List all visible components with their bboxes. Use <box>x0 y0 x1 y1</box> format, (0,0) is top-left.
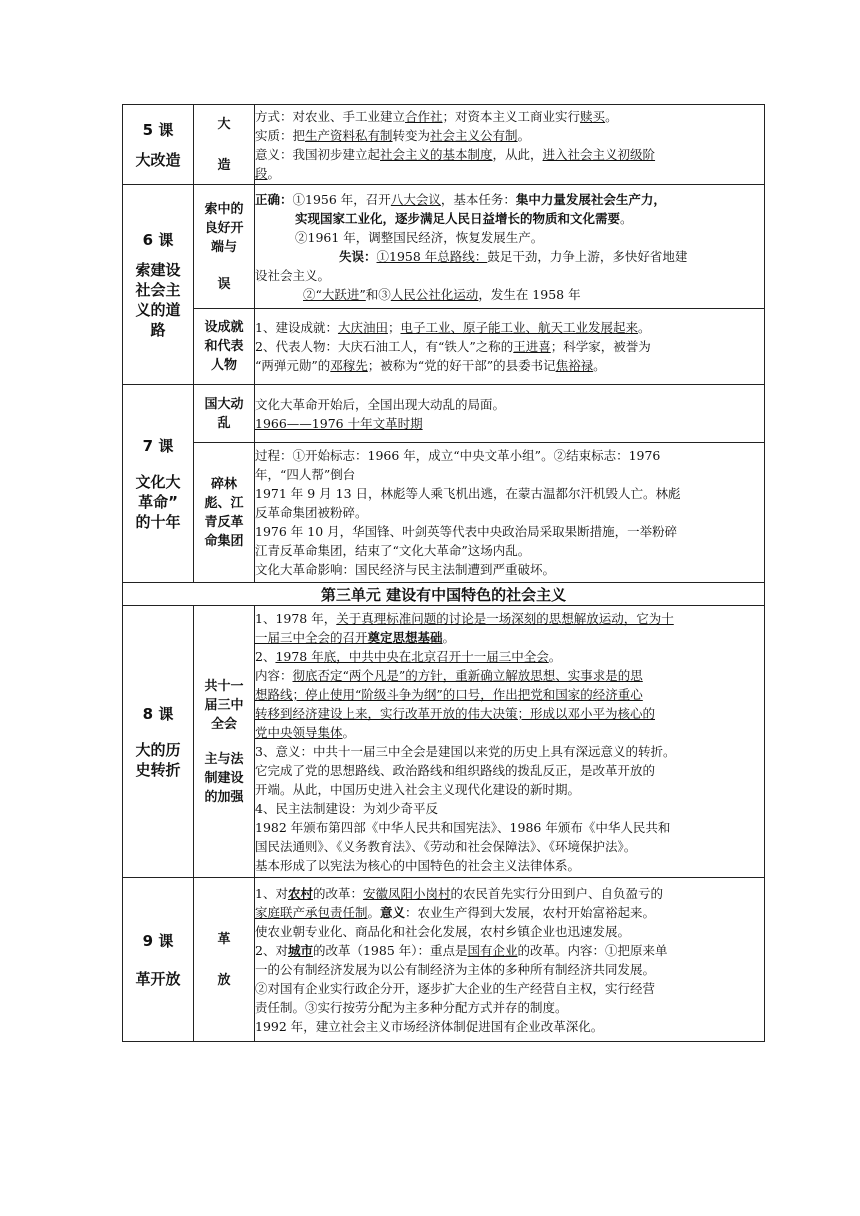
topic-text: 索中的 <box>204 201 244 217</box>
text-line: 1、1978 年，关于真理标准问题的讨论是一场深刻的思想解放运动，它为十 <box>255 610 674 626</box>
table-row <box>123 105 765 185</box>
text-line: 基本形成了以宪法为核心的中国特色的社会主义法律体系。 <box>255 857 581 873</box>
text-line: 2、代表人物：大庆石油工人，有“铁人”之称的王进喜；科学家，被誉为 <box>255 339 651 354</box>
lesson-number: 6 课 <box>142 230 174 249</box>
topic-text: 乱 <box>217 415 231 431</box>
text-line: 1992 年，建立社会主义市场经济体制促进国有企业改革深化。 <box>255 1018 604 1034</box>
text-line: 实现国家工业化，逐步满足人民日益增长的物质和文化需要。 <box>295 210 633 226</box>
text-line: 失误：①1958 年总路线：鼓足干劲，力争上游，多快好省地建 <box>339 248 688 264</box>
lesson-number: 5 课 <box>142 120 174 139</box>
text-line: 1971 年 9 月 13 日，林彪等人乘飞机出逃，在蒙古温都尔汗机毁人亡。林彪 <box>255 486 681 501</box>
lesson-title: 义的道 <box>135 300 181 319</box>
text-line: 4、民主法制建设：为刘少奇平反 <box>255 800 438 816</box>
text-line: 一届三中全会的召开奠定思想基础。 <box>255 629 456 645</box>
topic-cell <box>194 878 255 1042</box>
topic-text: 误 <box>217 276 231 292</box>
text-line: 一的公有制经济发展为以公有制经济为主体的多种所有制经济共同发展。 <box>255 961 656 977</box>
text-line: 段。 <box>255 165 281 181</box>
content-cell <box>255 878 765 1042</box>
text-line: 1、建设成就：大庆油田；电子工业、原子能工业、航天工业发展起来。 <box>255 320 651 335</box>
lesson-number: 9 课 <box>142 931 174 950</box>
text-line: 国民法通则》、《义务教育法》、《劳动和社会保障法》、《环境保护法》。 <box>255 838 637 854</box>
topic-text: 彪、江 <box>204 495 244 511</box>
lesson-number: 7 课 <box>142 436 174 455</box>
text-line: 3、意义：中共十一届三中全会是建国以来党的历史上具有深远意义的转折。 <box>255 743 676 759</box>
text-line: 使农业朝专业化、商品化和社会化发展，农村乡镇企业也迅速发展。 <box>255 923 631 939</box>
topic-text: 革 <box>217 931 231 947</box>
text-line: 2、1978 年底，中共中央在北京召开十一届三中全会。 <box>255 648 562 664</box>
unit-heading: 第三单元 建设有中国特色的社会主义 <box>123 583 765 606</box>
topic-text: 共十一 <box>204 678 244 694</box>
table-row <box>123 878 765 1042</box>
lesson-title: 大的历 <box>135 740 181 759</box>
lesson-title: 革命” <box>138 492 178 511</box>
text-line: ②对国有企业实行政企分开，逐步扩大企业的生产经营自主权，实行经营 <box>255 980 656 996</box>
lesson-title: 的十年 <box>135 512 181 531</box>
text-line: 1982 年颁布第四部《中华人民共和国宪法》、1986 年颁布《中华人民共和 <box>255 819 671 835</box>
topic-cell <box>194 185 255 309</box>
lesson-title: 索建设 <box>135 260 181 279</box>
text-line: 设社会主义。 <box>255 267 331 283</box>
table-row <box>123 583 765 606</box>
lesson-cell <box>123 185 194 385</box>
topic-cell <box>194 606 255 878</box>
lesson-title: 革开放 <box>135 969 181 988</box>
topic-cell <box>194 309 255 385</box>
text-line: “两弹元勋”的邓稼先；被称为“党的好干部”的县委书记焦裕禄。 <box>255 358 606 373</box>
topic-text: 的加强 <box>204 789 244 805</box>
topic-text: 和代表 <box>204 339 244 354</box>
table-row <box>123 185 765 309</box>
table-row <box>123 606 765 878</box>
lesson-title: 文化大 <box>135 472 181 491</box>
topic-cell <box>194 385 255 443</box>
lesson-title: 路 <box>150 320 166 339</box>
topic-text: 人物 <box>210 358 237 373</box>
topic-text: 放 <box>217 972 231 988</box>
text-line: ②1961 年，调整国民经济，恢复发展生产。 <box>295 229 544 245</box>
text-line: 1、对农村的改革：安徽凤阳小岗村的农民首先实行分田到户、自负盈亏的 <box>255 885 664 901</box>
content-cell <box>255 385 765 443</box>
text-line: 年，“四人帮”倒台 <box>255 467 356 482</box>
topic-text: 主与法 <box>204 751 244 767</box>
content-cell <box>255 309 765 385</box>
text-line: 它完成了党的思想路线、政治路线和组织路线的拨乱反正，是改革开放的 <box>255 762 656 778</box>
text-line: ②“大跃进”和③人民公社化运动，发生在 1958 年 <box>303 286 581 302</box>
text-line: 家庭联产承包责任制。意义：农业生产得到大发展，农村开始富裕起来。 <box>255 904 656 920</box>
text-line: 开端。从此，中国历史进入社会主义现代化建设的新时期。 <box>255 781 581 797</box>
lesson-title: 史转折 <box>135 760 181 779</box>
lesson-cell <box>123 606 194 878</box>
text-line: 江青反革命集团，结束了“文化大革命”这场内乱。 <box>255 543 531 558</box>
topic-text: 大 <box>217 116 231 132</box>
table-row <box>123 385 765 443</box>
lesson-title: 社会主 <box>135 280 181 299</box>
text-line: 文化大革命开始后，全国出现大动乱的局面。 <box>255 396 506 412</box>
content-cell <box>255 606 765 878</box>
notes-table <box>122 104 765 1042</box>
lesson-title: 大改造 <box>135 150 181 169</box>
text-line: 转移到经济建设上来，实行改革开放的伟大决策；形成以邓小平为核心的 <box>255 705 656 721</box>
text-line: 党中央领导集体。 <box>255 724 356 740</box>
topic-text: 命集团 <box>204 533 244 549</box>
lesson-number: 8 课 <box>142 704 174 723</box>
table-row <box>123 309 765 385</box>
lesson-cell <box>123 878 194 1042</box>
text-line: 方式：对农业、手工业建立合作社；对资本主义工商业实行赎买。 <box>255 108 618 124</box>
lesson-cell <box>123 105 194 185</box>
text-line: 责任制。③实行按劳分配为主多种分配方式并存的制度。 <box>255 999 568 1015</box>
topic-text: 碎林 <box>210 476 237 492</box>
content-cell <box>255 105 765 185</box>
topic-text: 良好开 <box>204 220 244 236</box>
text-line: 文化大革命影响：国民经济与民主法制遭到严重破坏。 <box>255 562 556 577</box>
topic-text: 造 <box>217 157 231 173</box>
topic-text: 端与 <box>210 239 237 255</box>
lesson-cell <box>123 385 194 583</box>
text-line: 内容：彻底否定“两个凡是”的方针，重新确立解放思想、实事求是的思 <box>255 667 643 683</box>
content-cell <box>255 185 765 309</box>
topic-text: 全会 <box>210 716 237 732</box>
topic-cell <box>194 105 255 185</box>
text-line: 意义：我国初步建立起社会主义的基本制度，从此，进入社会主义初级阶 <box>255 146 656 162</box>
topic-text: 制建设 <box>204 770 244 786</box>
table-row <box>123 443 765 583</box>
topic-text: 设成就 <box>204 320 244 335</box>
topic-text: 届三中 <box>204 697 244 713</box>
text-line: 正确：①1956 年，召开八大会议，基本任务：集中力量发展社会生产力， <box>255 191 666 207</box>
text-line: 实质：把生产资料私有制转变为社会主义公有制。 <box>255 127 531 143</box>
text-line: 过程：①开始标志：1966 年，成立“中央文革小组”。②结束标志：1976 <box>255 448 661 463</box>
topic-text: 青反革 <box>204 514 244 530</box>
text-line: 1966——1976 十年文革时期 <box>255 415 423 431</box>
text-line: 反革命集团被粉碎。 <box>255 505 368 520</box>
topic-text: 国大动 <box>204 396 244 412</box>
text-line: 1976 年 10 月，华国锋、叶剑英等代表中央政治局采取果断措施，一举粉碎 <box>255 524 678 539</box>
topic-cell <box>194 443 255 583</box>
content-cell <box>255 443 765 583</box>
text-line: 想路线；停止使用“阶级斗争为纲”的口号，作出把党和国家的经济重心 <box>255 686 643 702</box>
text-line: 2、对城市的改革（1985 年）：重点是国有企业的改革。内容：①把原来单 <box>255 942 668 958</box>
